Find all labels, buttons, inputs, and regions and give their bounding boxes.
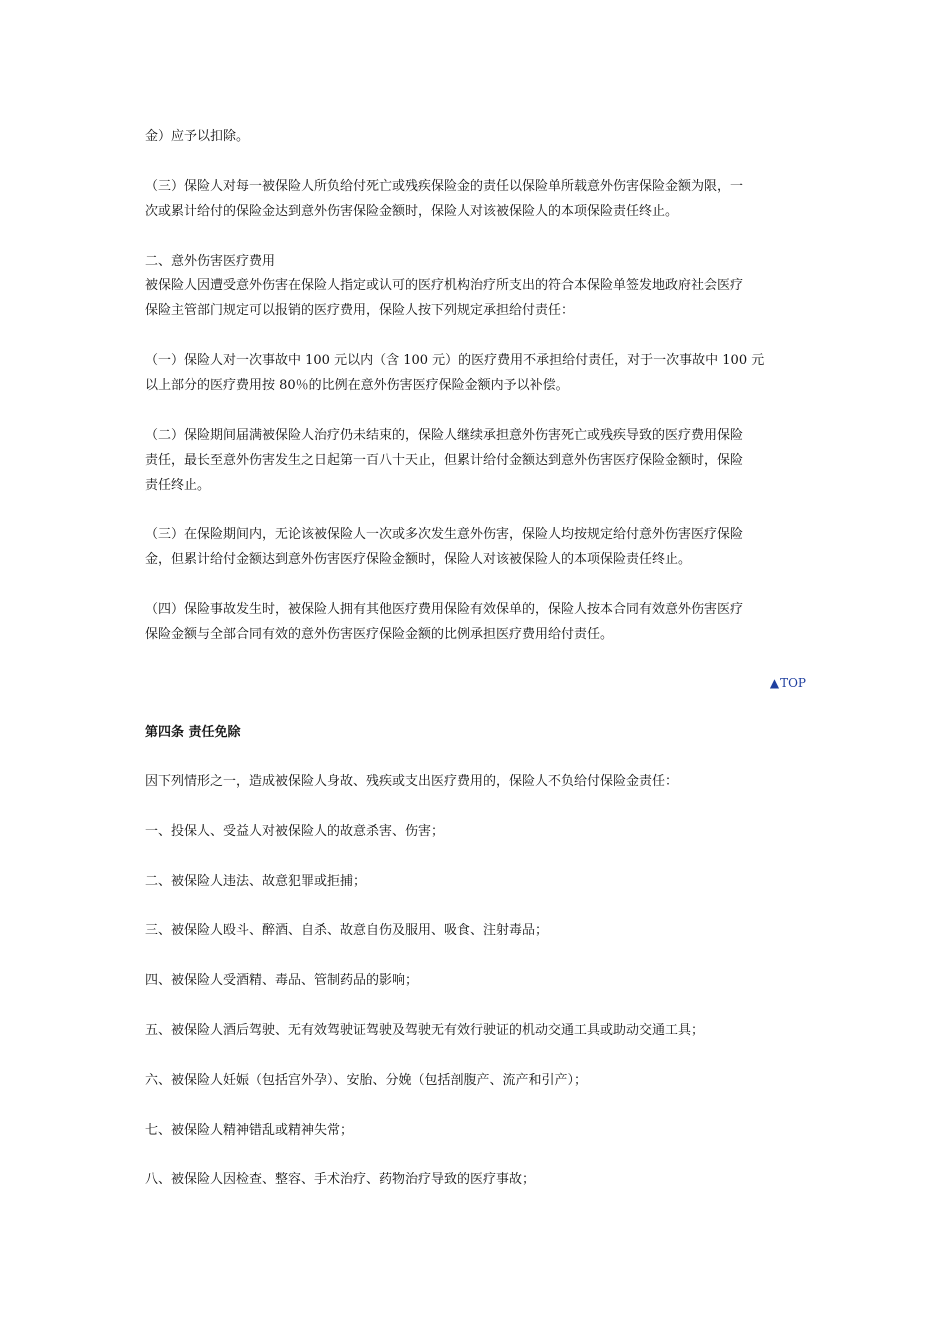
triangle-up-icon: ▲ <box>769 676 780 690</box>
back-to-top-label: TOP <box>780 676 806 690</box>
paragraph-line: （三）在保险期间内，无论该被保险人一次或多次发生意外伤害，保险人均按规定给付意外伤害医疗保险 <box>145 527 744 542</box>
paragraph-line: （二）保险期间届满被保险人治疗仍未结束的，保险人继续承担意外伤害死亡或残疾导致的医疗费用保险 <box>145 428 744 443</box>
paragraph-line: （一）保险人对一次事故中 100 元以内（含 100 元）的医疗费用不承担给付责任，对于一次事故中 100 元 <box>145 353 765 368</box>
paragraph-line: 次或累计给付的保险金达到意外伤害保险金额时，保险人对该被保险人的本项保险责任终止。 <box>145 204 679 219</box>
exclusion-intro: 因下列情形之一，造成被保险人身故、残疾或支出医疗费用的，保险人不负给付保险金责任： <box>145 774 679 789</box>
exclusion-item: 三、被保险人殴斗、醉酒、自杀、故意自伤及服用、吸食、注射毒品； <box>145 923 549 938</box>
back-to-top-link[interactable] <box>740 674 806 692</box>
exclusion-item: 六、被保险人妊娠（包括宫外孕）、安胎、分娩（包括剖腹产、流产和引产）； <box>145 1073 588 1088</box>
exclusion-item: 五、被保险人酒后驾驶、无有效驾驶证驾驶及驾驶无有效行驶证的机动交通工具或助动交通工具； <box>145 1023 705 1038</box>
section-heading: 第四条 责任免除 <box>145 725 241 740</box>
paragraph-line: 以上部分的医疗费用按 80％的比例在意外伤害医疗保险金额内予以补偿。 <box>145 378 569 393</box>
paragraph-line: 金，但累计给付金额达到意外伤害医疗保险金额时，保险人对该被保险人的本项保险责任终止。 <box>145 552 692 567</box>
paragraph-line: （三）保险人对每一被保险人所负给付死亡或残疾保险金的责任以保险单所载意外伤害保险金额为限，一 <box>145 179 744 194</box>
exclusion-item: 二、被保险人违法、故意犯罪或拒捕； <box>145 874 367 889</box>
paragraph-line: 被保险人因遭受意外伤害在保险人指定或认可的医疗机构治疗所支出的符合本保险单签发地政府社会医疗 <box>145 278 744 293</box>
exclusion-item: 七、被保险人精神错乱或精神失常； <box>145 1123 354 1138</box>
exclusion-item: 一、投保人、受益人对被保险人的故意杀害、伤害； <box>145 824 445 839</box>
exclusion-item: 四、被保险人受酒精、毒品、管制药品的影响； <box>145 973 419 988</box>
paragraph-line: 保险金额与全部合同有效的意外伤害医疗保险金额的比例承担医疗费用给付责任。 <box>145 627 614 642</box>
exclusion-item: 八、被保险人因检查、整容、手术治疗、药物治疗导致的医疗事故； <box>145 1172 536 1187</box>
subheading-line: 二、意外伤害医疗费用 <box>145 254 276 269</box>
paragraph-line: （四）保险事故发生时，被保险人拥有其他医疗费用保险有效保单的，保险人按本合同有效意外伤害医疗 <box>145 602 744 617</box>
paragraph-line: 责任终止。 <box>145 478 211 493</box>
paragraph-line: 责任，最长至意外伤害发生之日起第一百八十天止，但累计给付金额达到意外伤害医疗保险金额时，保险 <box>145 453 744 468</box>
paragraph-line: 保险主管部门规定可以报销的医疗费用，保险人按下列规定承担给付责任： <box>145 303 575 318</box>
paragraph-line: 金）应予以扣除。 <box>145 129 250 144</box>
